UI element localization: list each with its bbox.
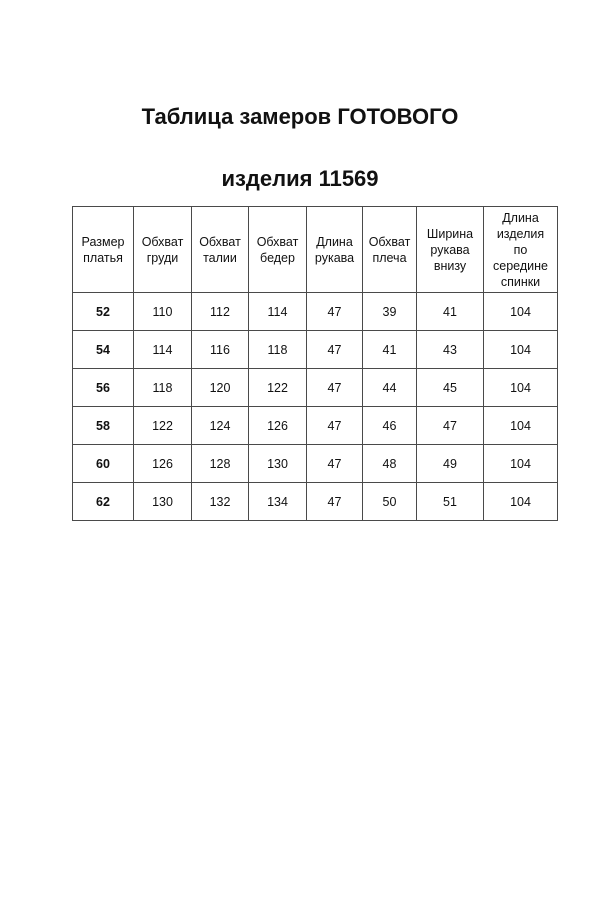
- header-back-length: [484, 207, 558, 293]
- document-title: Таблица замеров ГОТОВОГО: [141, 104, 459, 129]
- hips-cell: 118: [249, 331, 307, 369]
- header-text: Длина: [316, 234, 353, 249]
- waist-cell: 120: [192, 369, 249, 407]
- header-chest: [134, 207, 192, 293]
- header-text: изделия: [496, 226, 545, 241]
- sleeve-length-cell: 47: [307, 331, 363, 369]
- sleeve-length-cell: 47: [307, 407, 363, 445]
- sleeve-width-cell: 45: [417, 369, 484, 407]
- size-cell: 60: [73, 445, 134, 483]
- header-text: груди: [146, 250, 179, 265]
- back-length-cell: 104: [484, 483, 558, 521]
- header-sleeve-width: [417, 207, 484, 293]
- shoulder-cell: 44: [363, 369, 417, 407]
- waist-cell: 116: [192, 331, 249, 369]
- header-sleeve-length: [307, 207, 363, 293]
- size-measurement-table: [72, 206, 558, 521]
- size-cell: 58: [73, 407, 134, 445]
- sleeve-length-cell: 47: [307, 445, 363, 483]
- size-cell: 56: [73, 369, 134, 407]
- sleeve-width-cell: 47: [417, 407, 484, 445]
- hips-cell: 122: [249, 369, 307, 407]
- header-text: Обхват: [199, 234, 241, 249]
- table-row: [73, 445, 558, 483]
- table-row: [73, 293, 558, 331]
- shoulder-cell: 48: [363, 445, 417, 483]
- back-length-cell: 104: [484, 369, 558, 407]
- document-subtitle: изделия 11569: [221, 166, 379, 191]
- header-text: платья: [83, 250, 123, 265]
- chest-cell: 126: [134, 445, 192, 483]
- waist-cell: 112: [192, 293, 249, 331]
- header-text: Размер: [81, 234, 125, 249]
- shoulder-cell: 39: [363, 293, 417, 331]
- header-text: плеча: [372, 250, 407, 265]
- table-row: [73, 369, 558, 407]
- shoulder-cell: 50: [363, 483, 417, 521]
- sleeve-width-cell: 49: [417, 445, 484, 483]
- chest-cell: 118: [134, 369, 192, 407]
- hips-cell: 130: [249, 445, 307, 483]
- hips-cell: 134: [249, 483, 307, 521]
- table-row: [73, 483, 558, 521]
- header-text: рукава: [314, 250, 355, 265]
- chest-cell: 114: [134, 331, 192, 369]
- header-text: талии: [203, 250, 237, 265]
- back-length-cell: 104: [484, 331, 558, 369]
- back-length-cell: 104: [484, 407, 558, 445]
- chest-cell: 130: [134, 483, 192, 521]
- header-text: по: [513, 242, 528, 257]
- shoulder-cell: 46: [363, 407, 417, 445]
- chest-cell: 110: [134, 293, 192, 331]
- header-text: середине: [493, 258, 548, 273]
- header-text: Ширина: [426, 226, 474, 241]
- waist-cell: 132: [192, 483, 249, 521]
- waist-cell: 124: [192, 407, 249, 445]
- chest-cell: 122: [134, 407, 192, 445]
- header-text: Обхват: [368, 234, 411, 249]
- size-cell: 52: [73, 293, 134, 331]
- header-text: рукава: [430, 242, 470, 257]
- header-waist: [192, 207, 249, 293]
- header-text: Длина: [502, 210, 539, 225]
- waist-cell: 128: [192, 445, 249, 483]
- sleeve-width-cell: 51: [417, 483, 484, 521]
- header-shoulder: [363, 207, 417, 293]
- table-row: [73, 331, 558, 369]
- hips-cell: 114: [249, 293, 307, 331]
- shoulder-cell: 41: [363, 331, 417, 369]
- size-cell: 62: [73, 483, 134, 521]
- header-text: Обхват: [141, 234, 184, 249]
- header-text: бедер: [260, 250, 295, 265]
- header-size: [73, 207, 134, 293]
- header-text: спинки: [500, 274, 541, 289]
- header-text: внизу: [433, 258, 467, 273]
- header-text: Обхват: [256, 234, 299, 249]
- size-cell: 54: [73, 331, 134, 369]
- table-header-row: [73, 207, 558, 293]
- sleeve-length-cell: 47: [307, 483, 363, 521]
- sleeve-length-cell: 47: [307, 293, 363, 331]
- sleeve-width-cell: 41: [417, 293, 484, 331]
- sleeve-width-cell: 43: [417, 331, 484, 369]
- header-hips: [249, 207, 307, 293]
- sleeve-length-cell: 47: [307, 369, 363, 407]
- back-length-cell: 104: [484, 293, 558, 331]
- hips-cell: 126: [249, 407, 307, 445]
- back-length-cell: 104: [484, 445, 558, 483]
- table-row: [73, 407, 558, 445]
